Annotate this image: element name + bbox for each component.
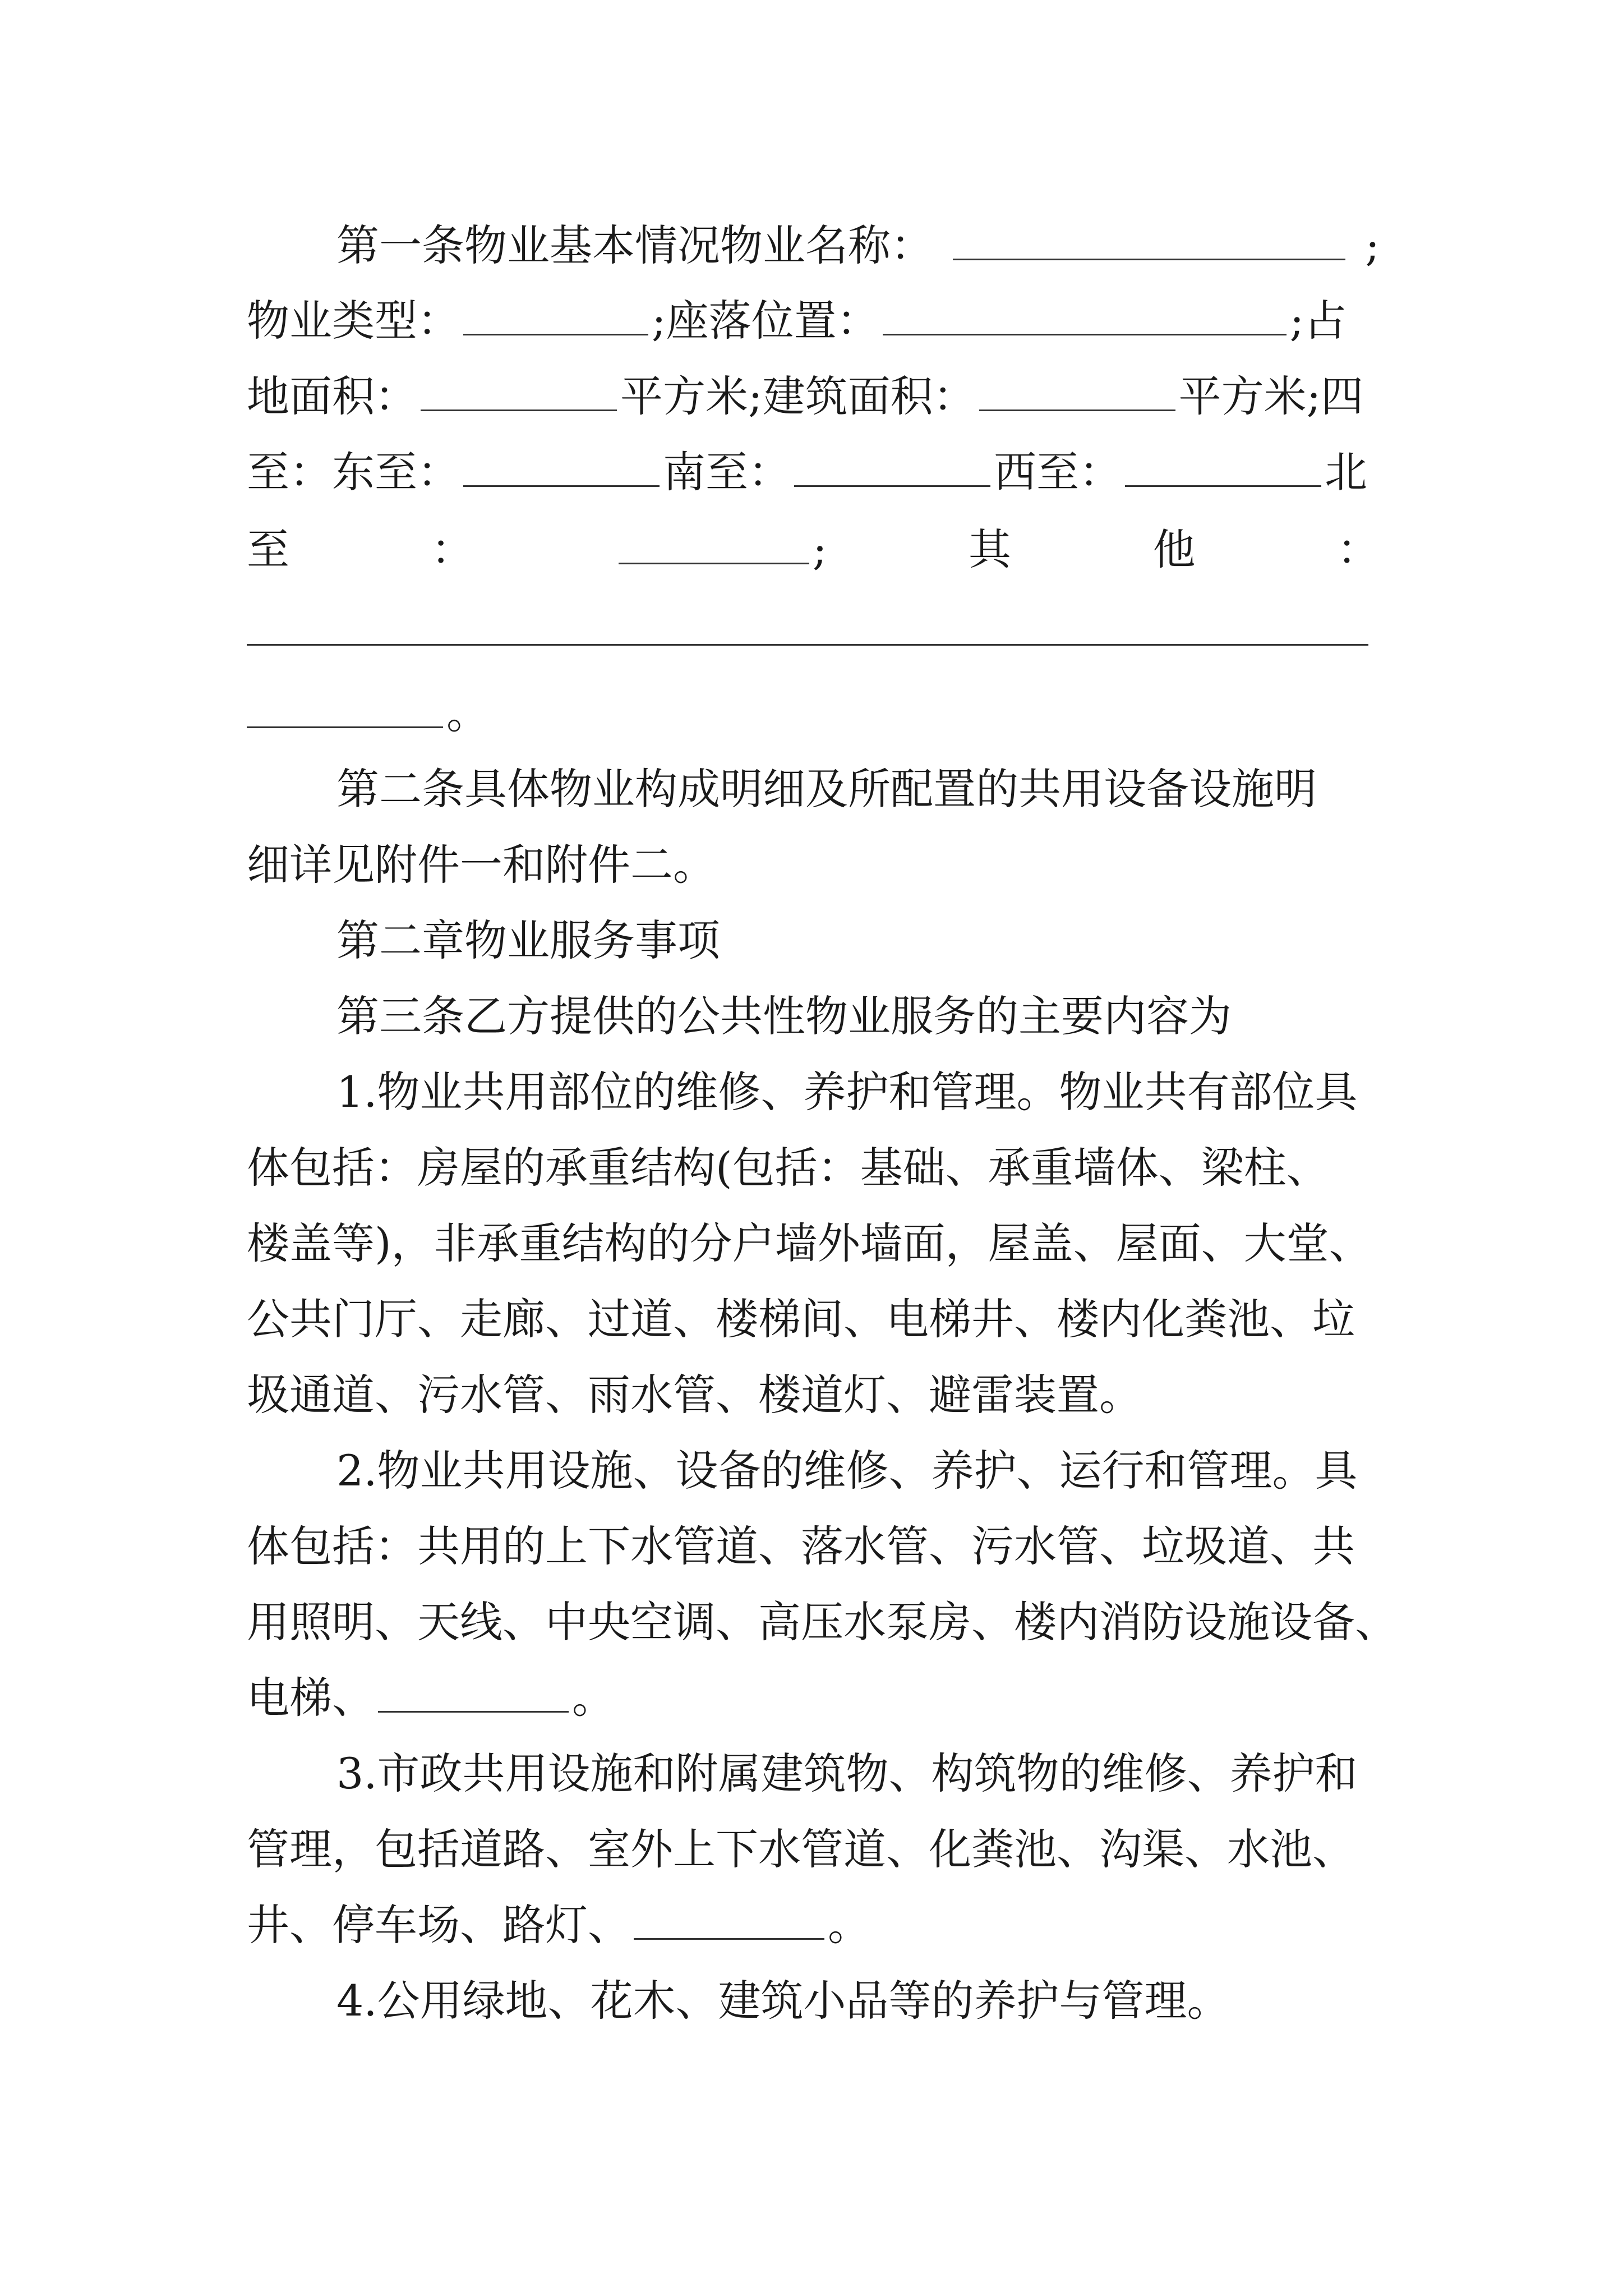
item4-line1: 4.公用绿地、花木、建筑小品等的养护与管理。 [336, 1976, 1230, 2026]
article3-intro: 第三条乙方提供的公共性物业服务的主要内容为 [336, 991, 1232, 1041]
property-name-blank[interactable] [953, 224, 1345, 260]
land-area-label: 地面积： [247, 371, 417, 421]
article1-line7 [247, 685, 1380, 742]
south-blank[interactable] [794, 450, 990, 487]
north-blank[interactable] [619, 528, 809, 564]
item3-line3 [247, 1897, 1380, 1953]
building-area-blank[interactable] [979, 375, 1175, 411]
semicolon: ; [1365, 220, 1380, 270]
item3-line1: 3.市政共用设施和附属建筑物、构筑物的维修、养护和 [336, 1749, 1358, 1798]
item2-line1: 2.物业共用设施、设备的维修、养护、运行和管理。具 [336, 1446, 1358, 1496]
east-label: 至：东至： [247, 447, 460, 497]
item2-line2: 体包括：共用的上下水管道、落水管、污水管、垃圾道、共 [247, 1521, 1355, 1571]
item2-line3: 用照明、天线、中央空调、高压水泵房、楼内消防设施设备、 [247, 1597, 1398, 1647]
area-tail: ;占 [1289, 296, 1347, 346]
location-blank[interactable] [883, 299, 1287, 335]
article1-line1 [336, 218, 1380, 274]
item2-line4 [247, 1670, 1380, 1726]
item3-last-end: 。 [828, 1900, 870, 1950]
end-mark: 。 [446, 688, 489, 738]
south-label: 南至： [663, 447, 791, 497]
item2-last-lead: 电梯、 [247, 1673, 375, 1723]
sqm-label-1: 平方米;建筑面积： [620, 371, 976, 421]
item3-blank[interactable] [634, 1903, 824, 1940]
item1-line4: 公共门厅、走廊、过道、楼梯间、电梯井、楼内化粪池、垃 [247, 1294, 1355, 1344]
other-char-1: 其 [969, 524, 1012, 574]
north-char-1: 至 [247, 524, 289, 574]
item3-line2: 管理，包括道路、室外上下水管道、化粪池、沟渠、水池、 [247, 1824, 1355, 1874]
item1-line3: 楼盖等)，非承重结构的分户墙外墙面，屋盖、屋面、大堂、 [247, 1218, 1372, 1268]
item2-last-end: 。 [572, 1673, 615, 1723]
item2-blank[interactable] [378, 1676, 569, 1713]
north-char-2: ： [431, 524, 474, 574]
article1-line5 [247, 522, 1380, 578]
land-area-blank[interactable] [421, 375, 617, 411]
article2-line1: 第二条具体物业构成明细及所配置的共用设备设施明 [336, 764, 1317, 814]
article1-lead: 第一条物业基本情况物业名称： [336, 220, 933, 270]
east-blank[interactable] [463, 450, 660, 487]
location-label: ;座落位置： [652, 296, 879, 346]
north-head: 北 [1325, 447, 1367, 497]
article1-line4 [247, 444, 1380, 500]
other-char-3: ： [1336, 524, 1380, 574]
north-group [615, 522, 827, 578]
item1-line1: 1.物业共用部位的维修、养护和管理。物业共有部位具 [336, 1067, 1358, 1117]
article1-line3 [247, 369, 1380, 425]
item3-last-lead: 井、停车场、路灯、 [247, 1900, 630, 1950]
west-blank[interactable] [1125, 450, 1321, 487]
other-blank-tail[interactable] [247, 692, 443, 728]
article1-line2 [247, 293, 1380, 349]
north-semicolon: ; [812, 524, 827, 574]
west-label: 西至： [994, 447, 1122, 497]
sqm-label-2: 平方米;四 [1178, 371, 1364, 421]
other-blank-full-line[interactable] [247, 644, 1368, 646]
property-type-label: 物业类型： [247, 296, 460, 346]
chapter-heading: 第二章物业服务事项 [336, 915, 720, 965]
other-char-2: 他 [1152, 524, 1196, 574]
item1-line2: 体包括：房屋的承重结构(包括：基础、承重墙体、梁柱、 [247, 1143, 1329, 1193]
article2-line2: 细详见附件一和附件二。 [247, 840, 716, 890]
property-type-blank[interactable] [463, 299, 648, 335]
item1-line5: 圾通道、污水管、雨水管、楼道灯、避雷装置。 [247, 1370, 1142, 1420]
